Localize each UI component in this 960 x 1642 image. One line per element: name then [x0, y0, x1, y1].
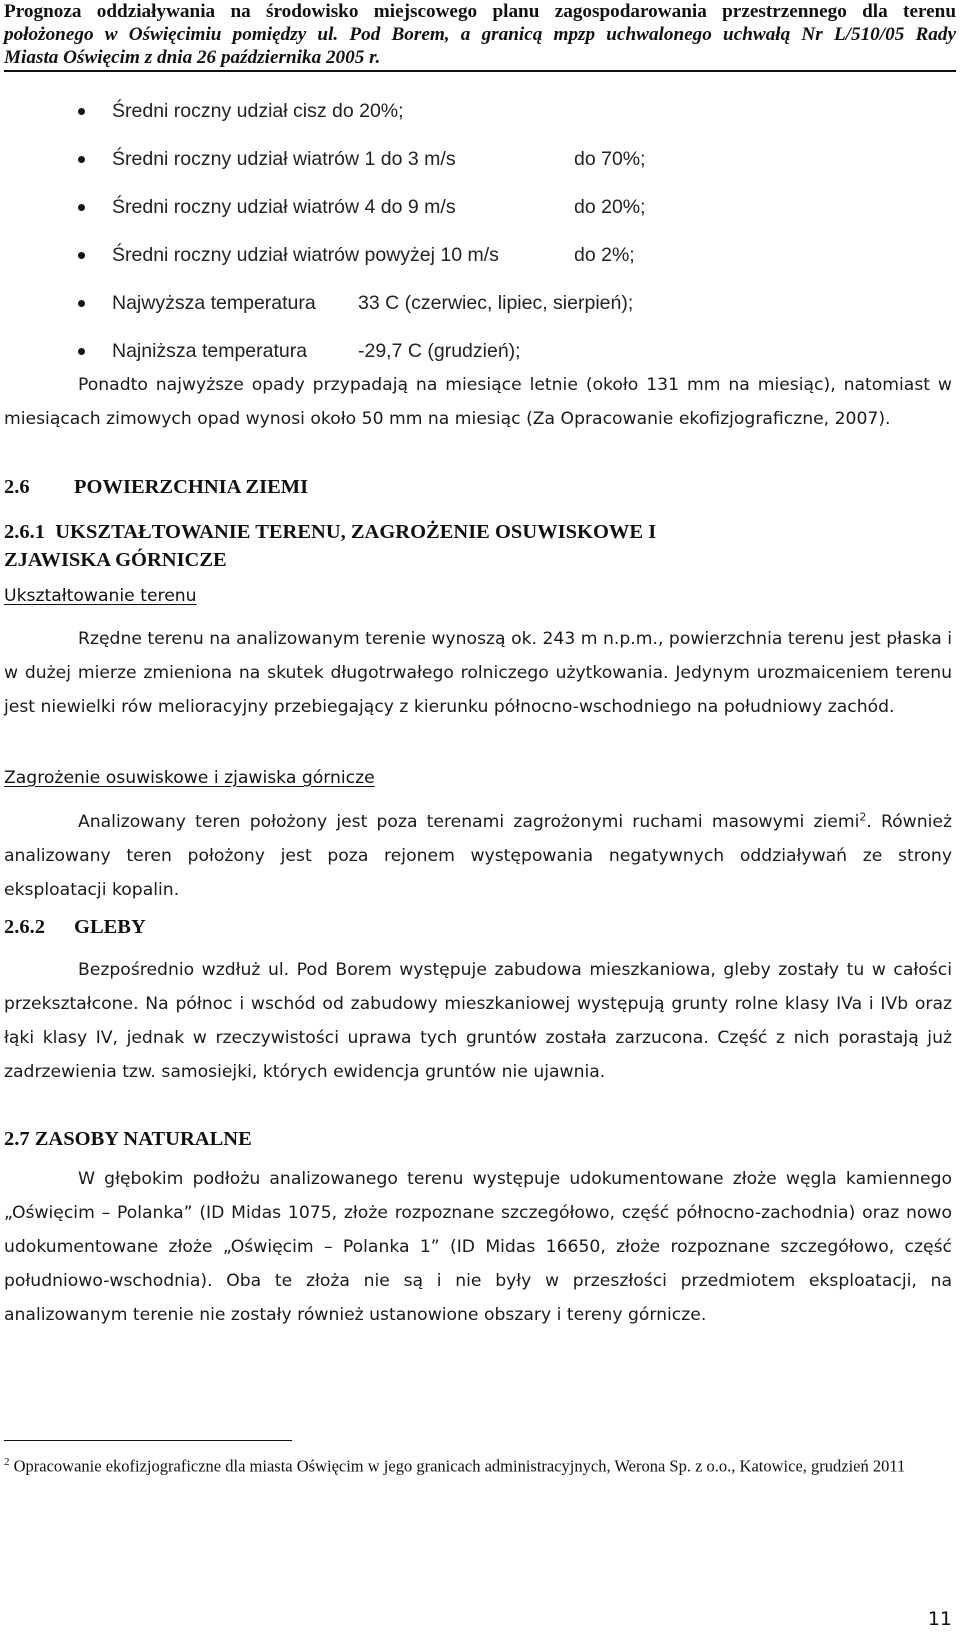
- bullet-icon: [78, 300, 85, 307]
- section-heading-2-6: [4, 476, 308, 499]
- section-title-line-1: 2.6.1 UKSZTAŁTOWANIE TERENU, ZAGROŻENIE OSUWISKOWE I: [4, 521, 657, 543]
- section-title-line-2: ZJAWISKA GÓRNICZE: [4, 549, 227, 571]
- landslide-text-a: Analizowany teren położony jest poza terenami zagrożonymi ruchami masowymi ziemi: [78, 812, 860, 832]
- bullet-value: -29,7 C (grudzień);: [358, 340, 521, 362]
- bullet-value: do 70%;: [574, 148, 646, 170]
- bullet-value: do 2%;: [574, 244, 635, 266]
- footnote: [4, 1450, 956, 1479]
- bullet-text: Najwyższa temperatura: [112, 292, 316, 314]
- header-divider: [4, 70, 956, 72]
- bullet-text: Średni roczny udział cisz do 20%;: [112, 100, 404, 122]
- section-number: 2.6: [4, 476, 30, 498]
- bullet-text: Średni roczny udział wiatrów 4 do 9 m/s: [112, 196, 456, 218]
- bullet-icon: [78, 156, 85, 163]
- section-heading-2-7: 2.7 ZASOBY NATURALNE: [4, 1128, 252, 1150]
- bullet-text: Najniższa temperatura: [112, 340, 308, 362]
- subheading-terrain: Ukształtowanie terenu: [4, 586, 197, 606]
- bullet-icon: [78, 108, 85, 115]
- subheading-landslide: Zagrożenie osuwiskowe i zjawiska górnicze: [4, 768, 375, 788]
- footnote-ref[interactable]: 2: [859, 810, 867, 824]
- soils-paragraph: Bezpośrednio wzdłuż ul. Pod Borem występuje zabudowa mieszkaniowa, gleby zostały tu w całości przekształcone. Na północ i wschód od zabudowy mieszkaniowej występują grunty rolne klasy IVa i IVb oraz łąki klasy IV, jednak w rzeczywistości uprawa tych gruntów została zarzucona. Część z nich porastają już zadrzewienia tzw. samosiejki, których ewidencja gruntów nie ujawnia.: [4, 960, 952, 1082]
- footnote-number: 2: [4, 1456, 10, 1468]
- section-heading-2-6-1: [4, 518, 656, 574]
- bullet-value: 33 C (czerwiec, lipiec, sierpień);: [358, 292, 634, 314]
- bullet-value: do 20%;: [574, 196, 646, 218]
- footnote-text: Opracowanie ekofizjograficzne dla miasta Oświęcim w jego granicach administracyjnych, Werona Sp. z o.o., Katowice, grudzień 2011: [9, 1456, 906, 1476]
- section-title: POWIERZCHNIA ZIEMI: [74, 476, 309, 498]
- footnote-divider: [4, 1440, 292, 1441]
- bullet-text: Średni roczny udział wiatrów powyżej 10 m/s: [112, 244, 499, 266]
- header-line-1: Prognoza oddziaływania na środowisko miejscowego planu zagospodarowania przestrzennego dla terenu: [4, 1, 956, 22]
- climate-paragraph: Ponadto najwyższe opady przypadają na miesiące letnie (około 131 mm na miesiąc), natomiast w miesiącach zimowych opad wynosi około 50 mm na miesiąc (Za Opracowanie ekofizjograficzne, 2007).: [4, 375, 952, 429]
- bullet-icon: [78, 252, 85, 259]
- resources-paragraph: W głębokim podłożu analizowanego terenu występuje udokumentowane złoże węgla kamiennego „Oświęcim – Polanka” (ID Midas 1075, złoże rozpoznane szczegółowo, część północno-zachodnia) oraz nowo udokumentowane złoże „Oświęcim – Polanka 1” (ID Midas 16650, złoże rozpoznane szczegółowo, część południowo-wschodnia). Oba te złoża nie są i nie były w przeszłości przedmiotem eksploatacji, na analizowanym terenie nie zostały również ustanowione obszary i tereny górnicze.: [4, 1169, 952, 1325]
- landslide-paragraph: [4, 805, 952, 907]
- header-line-2: położonego w Oświęcimiu pomiędzy ul. Pod Borem, a granicą mpzp uchwalonego uchwałą Nr L/510/05 Rady: [4, 24, 956, 45]
- section-number: 2.6.2: [4, 916, 45, 938]
- bullet-icon: [78, 204, 85, 211]
- page-number: 11: [927, 1608, 952, 1630]
- header-line-3: Miasta Oświęcim z dnia 26 października 2005 r.: [4, 47, 381, 68]
- bullet-icon: [78, 348, 85, 355]
- section-title: GLEBY: [74, 916, 146, 938]
- section-heading-2-6-2: [4, 916, 146, 939]
- terrain-paragraph: Rzędne terenu na analizowanym terenie wynoszą ok. 243 m n.p.m., powierzchnia terenu jest płaska i w dużej mierze zmieniona na skutek długotrwałego rolniczego użytkowania. Jedynym urozmaiceniem terenu jest niewielki rów melioracyjny przebiegający z kierunku północno-wschodniego na południowy zachód.: [4, 629, 952, 717]
- landslide-text-b: . Również analizowany teren położony jest poza rejonem występowania negatywnych oddziaływań ze strony eksploatacji kopalin.: [4, 812, 952, 900]
- page-header: [4, 0, 956, 69]
- bullet-text: Średni roczny udział wiatrów 1 do 3 m/s: [112, 148, 456, 170]
